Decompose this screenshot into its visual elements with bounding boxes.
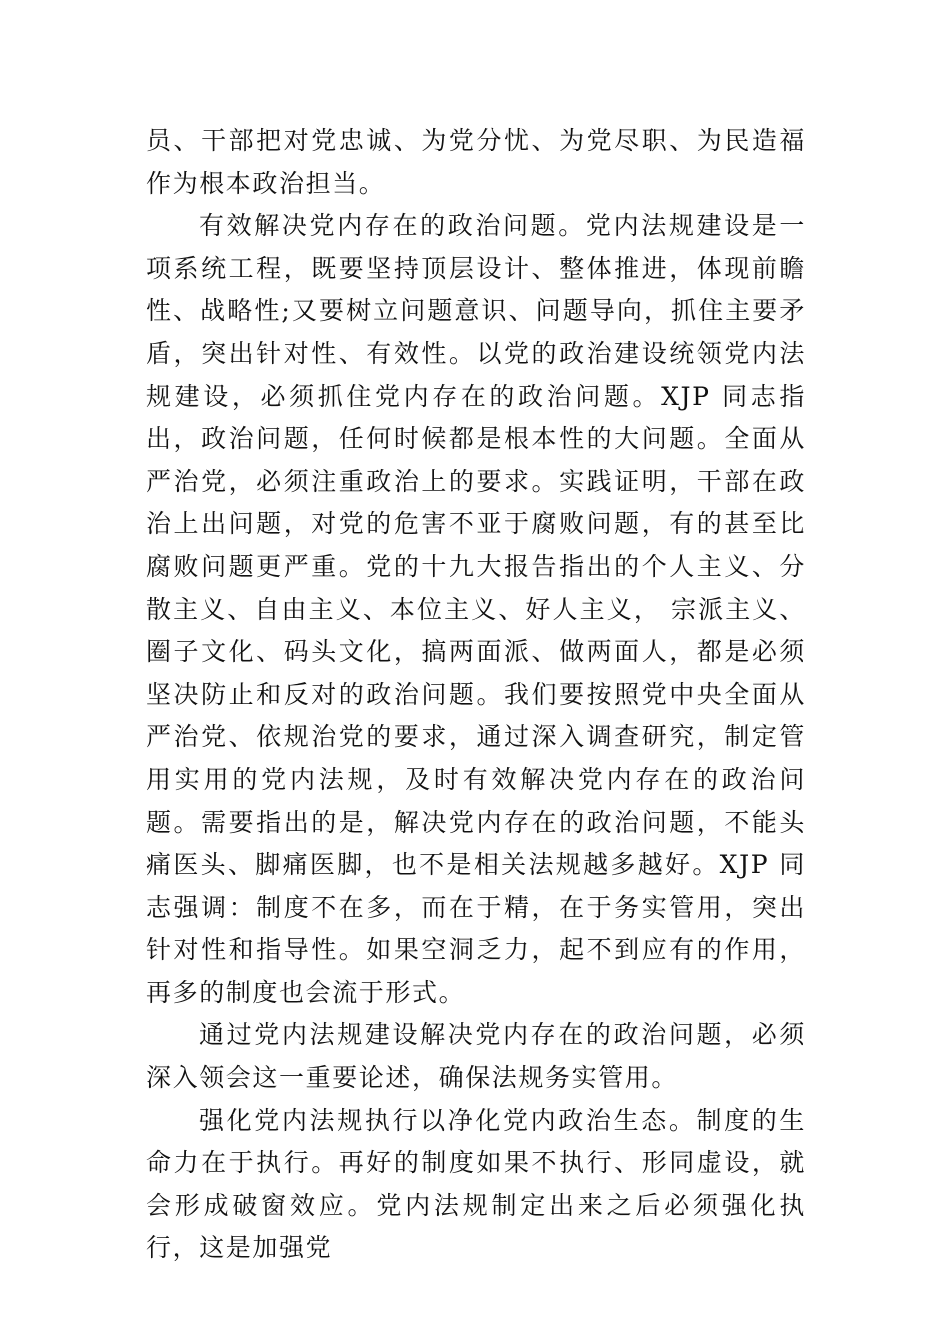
paragraph-enforcement: 强化党内法规执行以净化党内政治生态。制度的生命力在于执行。再好的制度如果不执行、形同虚设，就会形成破窗效应。党内法规制定出来之后必须强化执行，这是加强党	[146, 1105, 806, 1263]
paragraph-practical-regulations: 通过党内法规建设解决党内存在的政治问题，必须深入领会这一重要论述，确保法规务实管用。	[146, 1020, 806, 1093]
paragraph-political-problems: 有效解决党内存在的政治问题。党内法规建设是一项系统工程，既要坚持顶层设计、整体推进，体现前瞻性、战略性;又要树立问题意识、问题导向，抓住主要矛盾，突出针对性、有效性。以党的政治建设统领党内法规建设，必须抓住党内存在的政治问题。XJP 同志指出，政治问题，任何时候都是根本性的大问题。全面从严治党，必须注重政治上的要求。实践证明，干部在政治上出问题，对党的危害不亚于腐败问题，有的甚至比腐败问题更严重。党的十九大报告指出的个人主义、分散主义、自由主义、本位主义、好人主义， 宗派主义、圈子文化、码头文化，搞两面派、做两面人，都是必须坚决防止和反对的政治问题。我们要按照党中央全面从严治党、依规治党的要求，通过深入调查研究，制定管用实用的党内法规，及时有效解决党内存在的政治问题。需要指出的是，解决党内存在的政治问题，不能头痛医头、脚痛医脚，也不是相关法规越多越好。XJP 同志强调：制度不在多，而在于精，在于务实管用，突出针对性和指导性。如果空洞乏力，起不到应有的作用，再多的制度也会流于形式。	[146, 211, 806, 1007]
document-body	[146, 120, 806, 1270]
paragraph-continuation: 员、干部把对党忠诚、为党分忧、为党尽职、为民造福作为根本政治担当。	[146, 126, 806, 198]
